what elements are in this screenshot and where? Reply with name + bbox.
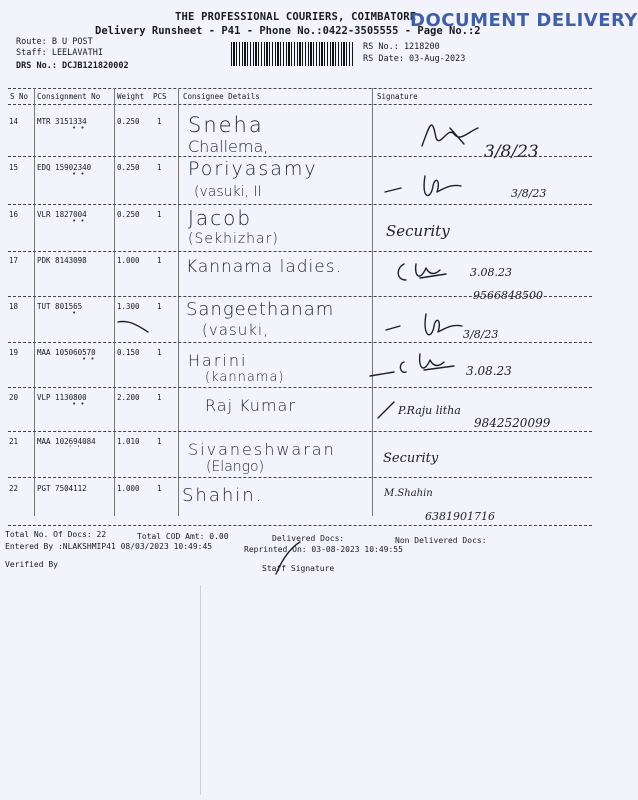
barcode: [231, 42, 353, 66]
consignee-name: Kannama ladies.: [186, 257, 342, 277]
row-consignment: MAA 105060570: [37, 348, 96, 357]
signature-text: 3.08.23: [470, 266, 512, 279]
verified-by: Verified By: [5, 560, 58, 569]
row-pcs: 1: [157, 393, 162, 402]
consignee-name: Sneha: [188, 113, 264, 137]
row-weight: 1.300: [117, 302, 140, 311]
row-consignment: VLP 1130800: [37, 393, 87, 402]
row-sno: 14: [9, 117, 19, 126]
reprinted-on: Reprinted On: 03-08-2023 10:49:55: [244, 545, 403, 554]
table-header-rule: [8, 104, 592, 105]
check-mark: [116, 318, 156, 334]
row-pcs: 1: [157, 348, 162, 357]
row-weight: 1.010: [117, 437, 140, 446]
column-header-pcs: PCS: [153, 92, 167, 101]
consignee-detail: (kannama): [205, 370, 285, 385]
consignee-detail: Challema,: [188, 137, 269, 156]
row-weight: 2.200: [117, 393, 140, 402]
row-divider: [8, 251, 592, 252]
row-weight: 0.250: [117, 163, 140, 172]
row-weight: 1.000: [117, 484, 140, 493]
row-weight: 0.250: [117, 210, 140, 219]
consignee-name: Shahin.: [182, 485, 264, 506]
row-sno: 19: [9, 348, 19, 357]
consignee-detail: (vasuki, II: [194, 184, 262, 200]
signature-text: 3/8/23: [511, 187, 547, 200]
row-pcs: 1: [157, 256, 162, 265]
scan-artifact-line: [200, 585, 201, 795]
drs-number: DRS No.: DCJB121820002: [16, 61, 129, 71]
row-pcs: 1: [157, 302, 162, 311]
row-consignment: EDQ 15902340: [37, 163, 92, 172]
column-divider: [114, 88, 115, 516]
consignee-detail: (Sekhizhar): [188, 231, 279, 247]
signature-text: P.Raju litha: [398, 404, 461, 417]
signature-text: M.Shahin: [384, 488, 433, 499]
row-pcs: 1: [157, 484, 162, 493]
non-delivered-docs: Non Delivered Docs:: [395, 536, 487, 545]
row-sno: 15: [9, 163, 19, 172]
row-mark: •: [72, 309, 77, 317]
entered-by: Entered By :NLAKSHMIP41 08/03/2023 10:49:45: [5, 542, 213, 551]
signature-scribble: [376, 398, 398, 420]
row-consignment: VLR 1827004: [37, 210, 87, 219]
row-mark: • •: [82, 355, 95, 363]
consignee-name: Harini: [188, 351, 248, 370]
signature-scribble: [385, 170, 465, 204]
row-weight: 1.000: [117, 256, 140, 265]
signature-scribble: [386, 310, 466, 344]
signature-phone: 6381901716: [425, 510, 495, 523]
row-divider: [8, 431, 592, 432]
staff-label: Staff: LEELAVATHI: [16, 48, 103, 58]
total-cod: Total COD Amt: 0.00: [137, 532, 229, 541]
row-consignment: MAA 102694084: [37, 437, 96, 446]
row-mark: ' ': [68, 444, 81, 452]
runsheet-title: Delivery Runsheet - P41 - Phone No.:0422-3505555 - Page No.:2: [95, 25, 481, 37]
signature-scribble: [370, 352, 466, 380]
column-header-consignee: Consignee Details: [183, 92, 260, 101]
row-divider: [8, 296, 592, 297]
table-top-rule: [8, 88, 592, 89]
consignee-name: Poriyasamy: [188, 158, 318, 180]
row-sno: 21: [9, 437, 19, 446]
row-mark: • •: [72, 124, 85, 132]
delivered-docs: Delivered Docs:: [272, 534, 345, 543]
row-weight: 0.150: [117, 348, 140, 357]
signature-text: Security: [386, 222, 450, 240]
row-divider: [8, 204, 592, 205]
row-divider: [8, 342, 592, 343]
row-pcs: 1: [157, 437, 162, 446]
column-divider: [372, 88, 373, 516]
signature-text: Security: [383, 451, 439, 466]
column-header-weight: Weight: [117, 92, 145, 101]
row-sno: 22: [9, 484, 19, 493]
row-consignment: PDK 8143098: [37, 256, 87, 265]
consignee-detail: (Elango): [206, 459, 265, 475]
signature-text: 3.08.23: [466, 364, 512, 378]
consignee-name: Sangeethanam: [186, 299, 335, 320]
consignee-name: Jacob: [188, 206, 253, 230]
staff-signature: Staff Signature: [262, 564, 335, 573]
row-consignment: TUT 801565: [37, 302, 83, 311]
signature-text: 3/8/23: [463, 328, 499, 341]
row-sno: 17: [9, 256, 19, 265]
row-sno: 20: [9, 393, 19, 402]
consignee-detail: (vasuki,: [202, 321, 269, 339]
document-delivery-stamp: DOCUMENT DELIVERY: [410, 10, 638, 31]
total-docs: Total No. Of Docs: 22: [5, 530, 107, 539]
signature-phone: 9566848500: [473, 289, 543, 302]
row-sno: 18: [9, 302, 19, 311]
signature-mark: [270, 540, 310, 580]
table-bottom-rule: [8, 525, 592, 526]
row-mark: • •: [72, 217, 85, 225]
row-sno: 16: [9, 210, 19, 219]
column-header-signature: Signature: [377, 92, 418, 101]
company-name: THE PROFESSIONAL COURIERS, COIMBATORE: [175, 11, 417, 23]
row-pcs: 1: [157, 163, 162, 172]
column-header-consignment: Consignment No: [37, 92, 101, 101]
row-divider: [8, 156, 592, 157]
row-divider: [8, 477, 592, 478]
row-divider: [8, 387, 592, 388]
column-header-sno: S No: [10, 92, 29, 101]
row-consignment: MTR 3151334: [37, 117, 87, 126]
consignee-name: Raj Kumar: [205, 396, 296, 415]
column-divider: [178, 88, 179, 516]
signature-phone: 9842520099: [474, 416, 551, 430]
row-mark: • •: [72, 400, 85, 408]
signature-text: 3/8/23: [484, 142, 539, 162]
row-pcs: 1: [157, 210, 162, 219]
route-label: Route: B U POST: [16, 37, 93, 47]
row-pcs: 1: [157, 117, 162, 126]
signature-scribble: [420, 114, 480, 154]
row-mark: • •: [72, 170, 85, 178]
row-consignment: PGT 7504112: [37, 484, 87, 493]
consignee-name: Sivaneshwaran: [188, 440, 336, 459]
column-divider: [34, 88, 35, 516]
signature-scribble: [396, 260, 466, 286]
rs-number: RS No.: 1218200: [363, 42, 440, 52]
row-weight: 0.250: [117, 117, 140, 126]
rs-date: RS Date: 03-Aug-2023: [363, 54, 466, 64]
